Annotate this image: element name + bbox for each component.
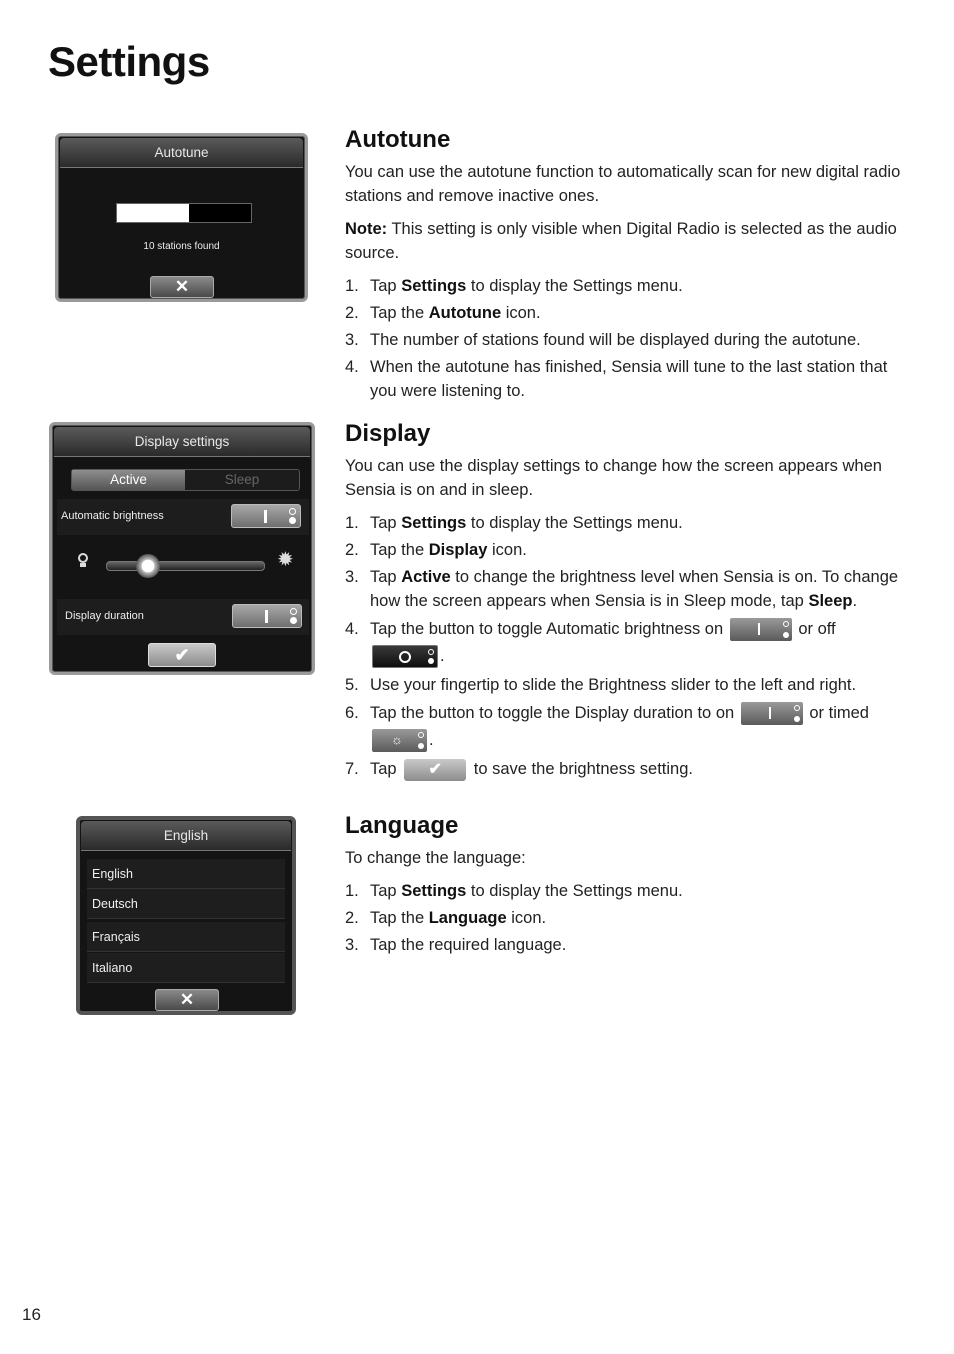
language-option-deutsch[interactable]: Deutsch (87, 889, 285, 919)
check-icon: ✔ (174, 645, 190, 665)
list-item: 2. Tap the Language icon. (345, 909, 547, 927)
list-item: 1. Tap Settings to display the Settings menu. (345, 514, 683, 532)
list-item: 4. When the autotune has finished, Sensia will tune to the last station that you were listening to. (345, 358, 888, 400)
language-steps (345, 879, 915, 957)
close-icon: ✕ (174, 277, 190, 296)
language-heading: Language (345, 812, 459, 839)
list-item: 1. Tap Settings to display the Settings menu. (345, 882, 683, 900)
confirm-button[interactable] (148, 643, 216, 667)
language-screen-title: English (81, 821, 291, 851)
autotune-screen (55, 133, 308, 302)
note-label: Note: (345, 220, 388, 238)
autotune-intro: You can use the autotune function to automatically scan for new digital radio stations and remove inactive ones. (345, 163, 901, 205)
language-option-english[interactable]: English (87, 859, 285, 889)
list-item: 5. Use your fingertip to slide the Brightness slider to the left and right. (345, 676, 857, 694)
close-button[interactable] (150, 276, 214, 298)
language-option-italiano[interactable]: Italiano (87, 953, 285, 983)
language-intro: To change the language: (345, 849, 526, 867)
page-number: 16 (22, 1305, 41, 1324)
list-item: 2. Tap the Autotune icon. (345, 304, 541, 322)
page-title: Settings (48, 38, 210, 85)
display-heading: Display (345, 420, 431, 447)
display-settings-screen (49, 422, 315, 675)
list-item: 6. Tap the button to toggle the Display duration to on or timed ☼ . (345, 700, 915, 754)
toggle-on-icon (741, 702, 803, 725)
list-item: 2. Tap the Display icon. (345, 541, 527, 559)
dim-bulb-icon (78, 553, 90, 569)
display-duration-label: Display duration (65, 610, 144, 622)
brightness-slider-knob[interactable] (136, 554, 160, 578)
language-section (345, 812, 915, 960)
autotune-section (345, 126, 915, 406)
autotune-progress-bar (116, 203, 252, 223)
list-item: 3. Tap the required language. (345, 936, 567, 954)
tab-sleep[interactable]: Sleep (224, 472, 260, 487)
list-item: 3. Tap Active to change the brightness level when Sensia is on. To change how the screen appears when Sensia is in Sleep mode, tap Sleep. (345, 568, 899, 610)
autotune-progress-fill (117, 204, 189, 222)
note-text: This setting is only visible when Digital Radio is selected as the audio source. (345, 220, 897, 262)
brightness-slider[interactable] (106, 561, 265, 571)
close-button[interactable] (155, 989, 219, 1011)
tab-bar (71, 469, 300, 491)
bright-bulb-icon: ✹ (277, 549, 294, 571)
auto-brightness-label: Automatic brightness (61, 510, 164, 522)
toggle-off-icon (372, 645, 438, 668)
autotune-status: 10 stations found (143, 241, 220, 252)
autotune-heading: Autotune (345, 126, 451, 153)
check-icon: ✔ (404, 759, 466, 781)
list-item: 3. The number of stations found will be displayed during the autotune. (345, 331, 861, 349)
display-steps (345, 511, 915, 781)
display-section (345, 420, 915, 784)
tab-active[interactable]: Active (72, 470, 185, 490)
auto-brightness-toggle[interactable] (231, 504, 301, 528)
language-option-francais[interactable]: Français (87, 922, 285, 952)
autotune-steps (345, 274, 915, 403)
display-duration-toggle[interactable] (232, 604, 302, 628)
display-intro: You can use the display settings to change how the screen appears when Sensia is on and in sleep. (345, 457, 882, 499)
autotune-screen-title: Autotune (60, 138, 303, 168)
list-item: 1. Tap Settings to display the Settings menu. (345, 277, 683, 295)
autotune-note (345, 217, 915, 265)
display-screen-title: Display settings (54, 427, 310, 457)
toggle-on-icon (730, 618, 792, 641)
list-item: 7. Tap ✔ to save the brightness setting. (345, 757, 915, 781)
list-item: 4. Tap the button to toggle Automatic brightness on or off . (345, 616, 915, 670)
toggle-timed-icon: ☼ (372, 729, 427, 752)
language-screen (76, 816, 296, 1015)
close-icon: ✕ (179, 990, 195, 1009)
